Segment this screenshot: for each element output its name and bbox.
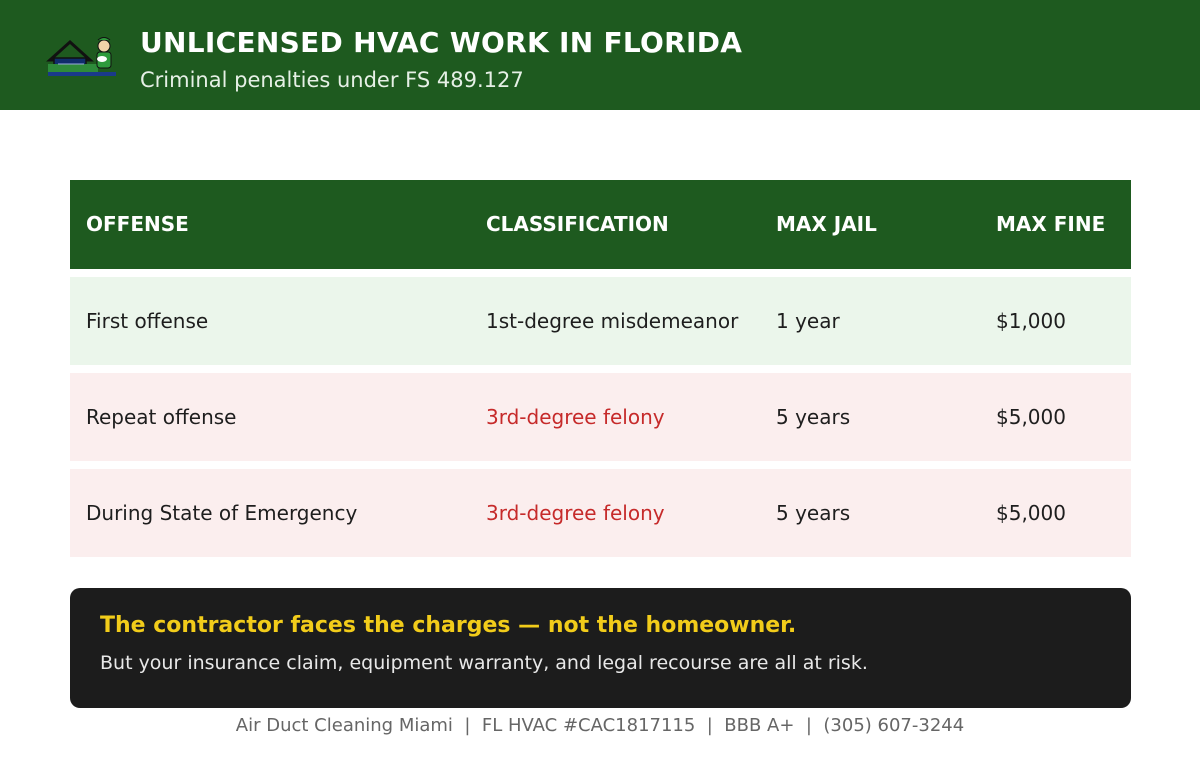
homeowner-notice-callout bbox=[70, 588, 1131, 708]
classification-cell: 3rd-degree felony bbox=[486, 501, 665, 525]
table-row bbox=[70, 469, 1131, 557]
max-fine-cell: $5,000 bbox=[996, 501, 1066, 525]
classification-cell: 3rd-degree felony bbox=[486, 405, 665, 429]
max-fine-cell: $5,000 bbox=[996, 405, 1066, 429]
table-header-row bbox=[70, 180, 1131, 269]
column-header-offense: OFFENSE bbox=[86, 212, 189, 236]
page-title: UNLICENSED HVAC WORK IN FLORIDA bbox=[140, 26, 743, 59]
table-row bbox=[70, 373, 1131, 461]
company-footer: Air Duct Cleaning Miami | FL HVAC #CAC1817115 | BBB A+ | (305) 607-3244 bbox=[235, 715, 965, 736]
offense-cell: Repeat offense bbox=[86, 405, 237, 429]
column-header-max-jail: MAX JAIL bbox=[776, 212, 877, 236]
callout-headline: The contractor faces the charges — not the homeowner. bbox=[100, 613, 797, 638]
classification-cell: 1st-degree misdemeanor bbox=[486, 309, 739, 333]
column-header-classification: CLASSIFICATION bbox=[486, 212, 669, 236]
offense-cell: During State of Emergency bbox=[86, 501, 358, 525]
max-fine-cell: $1,000 bbox=[996, 309, 1066, 333]
max-jail-cell: 1 year bbox=[776, 309, 840, 333]
penalties-table bbox=[70, 180, 1131, 557]
offense-cell: First offense bbox=[86, 309, 209, 333]
max-jail-cell: 5 years bbox=[776, 501, 851, 525]
header-banner bbox=[0, 0, 1200, 110]
page-subtitle: Criminal penalties under FS 489.127 bbox=[140, 68, 524, 92]
house-duct-mascot-logo-icon bbox=[44, 34, 120, 84]
table-row bbox=[70, 277, 1131, 365]
callout-body: But your insurance claim, equipment warranty, and legal recourse are all at risk. bbox=[100, 652, 868, 674]
max-jail-cell: 5 years bbox=[776, 405, 851, 429]
column-header-max-fine: MAX FINE bbox=[996, 212, 1106, 236]
